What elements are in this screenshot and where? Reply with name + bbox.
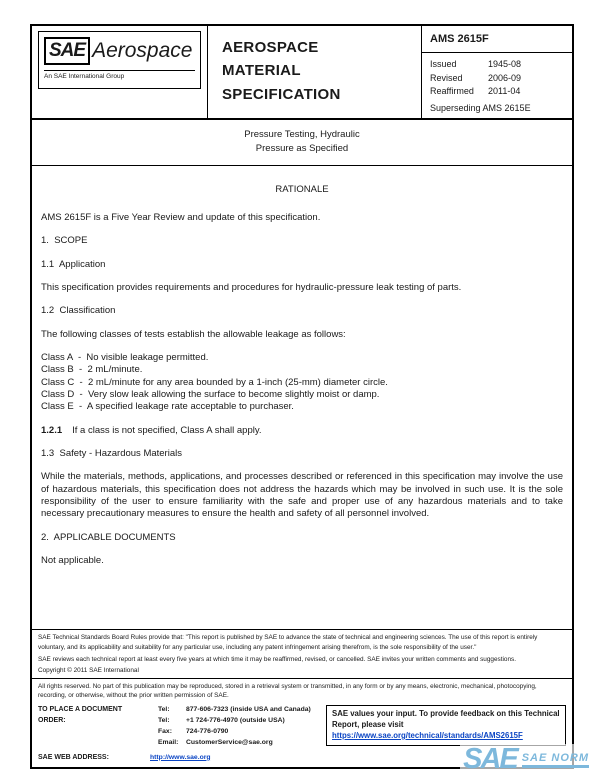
section-2-text: Not applicable. bbox=[41, 555, 104, 567]
class-item-a: Class A - No visible leakage permitted. bbox=[41, 351, 209, 363]
subject-title bbox=[32, 120, 572, 166]
order-section bbox=[38, 705, 566, 749]
revision-label: Reaffirmed bbox=[430, 86, 474, 96]
revision-label: Revised bbox=[430, 72, 463, 83]
subject-line-1: Pressure Testing, Hydraulic bbox=[244, 129, 360, 140]
contact-label: Email: bbox=[158, 738, 179, 746]
feedback-text: SAE values your input. To provide feedback on this Technical Report, please visit bbox=[332, 709, 560, 729]
doc-type-line-2: MATERIAL bbox=[222, 62, 301, 80]
watermark-label-block bbox=[522, 752, 589, 768]
section-1-3-heading: 1.3 Safety - Hazardous Materials bbox=[41, 448, 182, 459]
section-1-2-1-number: 1.2.1 bbox=[41, 424, 63, 436]
doc-type-title bbox=[208, 26, 422, 118]
copyright-line: Copyright © 2011 SAE International bbox=[38, 667, 139, 675]
superseding-note: Superseding AMS 2615E bbox=[430, 102, 531, 113]
doc-number: AMS 2615F bbox=[422, 26, 572, 53]
feedback-box bbox=[326, 705, 566, 746]
section-1-2-1-text: If a class is not specified, Class A shall apply. bbox=[72, 424, 262, 436]
web-address-link[interactable]: http://www.sae.org bbox=[150, 753, 211, 761]
class-item-b: Class B - 2 mL/minute. bbox=[41, 364, 143, 376]
legal-notice-board-rules: SAE Technical Standards Board Rules provide that: "This report is published by SAE to advance the state of technical and engineering sciences. The use of this report is entirely voluntary, and its applicability and suitability for any particular use, including any patent infringement arising therefrom, is the sole responsibility of the user." bbox=[38, 634, 538, 651]
contact-label: Tel: bbox=[158, 716, 170, 724]
doc-type-line-3: SPECIFICATION bbox=[222, 85, 341, 103]
class-item-e: Class E - A specified leakage rate acceptable to purchaser. bbox=[41, 401, 294, 413]
aerospace-wordmark: Aerospace bbox=[92, 39, 193, 62]
revision-row bbox=[430, 85, 564, 99]
doc-number-cell bbox=[422, 26, 572, 118]
watermark-sae-icon: SAE bbox=[463, 743, 517, 775]
section-1-2-text: The following classes of tests establish the allowable leakage as follows: bbox=[41, 328, 346, 340]
logo-row bbox=[44, 37, 195, 65]
section-1-2-1 bbox=[41, 425, 563, 437]
revision-value: 2006-09 bbox=[488, 72, 522, 83]
contact-value: 724-776-0790 bbox=[186, 727, 229, 735]
class-item-c: Class C - 2 mL/minute for any area bounded by a 1-inch (25-mm) diameter circle. bbox=[41, 376, 388, 388]
sae-norm-watermark bbox=[460, 744, 592, 775]
logo-cell bbox=[32, 26, 208, 118]
section-1-3-text: While the materials, methods, applications, and processes described or referenced in this specification may involve the use of hazardous materials, this specification does not address the hazards which may be involved in such use. It is the sole responsibility of the user to ensure familiarity with the safe and proper use of any hazardous materials and to take necessary precautionary measures to ensure the health and safety of all personnel involved. bbox=[41, 471, 566, 520]
section-2-heading: 2. APPLICABLE DOCUMENTS bbox=[41, 531, 176, 543]
sae-logo-mark: SAE bbox=[44, 37, 90, 65]
class-item-d: Class D - Very slow leak allowing the surface to become slightly moist or damp. bbox=[41, 388, 380, 400]
section-1-2-heading: 1.2 Classification bbox=[41, 305, 116, 317]
header bbox=[32, 26, 572, 120]
contact-row-fax bbox=[158, 727, 318, 738]
revision-row bbox=[430, 72, 564, 86]
section-1-heading: 1. SCOPE bbox=[41, 235, 88, 247]
rationale-text: AMS 2615F is a Five Year Review and update of this specification. bbox=[41, 211, 321, 223]
contact-row-tel-intl bbox=[158, 716, 318, 727]
revision-row bbox=[430, 58, 564, 72]
contact-row-email bbox=[158, 738, 318, 749]
contact-label: Tel: bbox=[158, 706, 170, 713]
web-address-heading: SAE WEB ADDRESS: bbox=[38, 753, 109, 761]
feedback-link[interactable]: https://www.sae.org/technical/standards/AMS2615F bbox=[332, 730, 523, 740]
contact-value: +1 724-776-4970 (outside USA) bbox=[186, 716, 285, 724]
rationale-heading: RATIONALE bbox=[275, 183, 329, 195]
contact-value: 877-606-7323 (inside USA and Canada) bbox=[186, 706, 311, 713]
revision-value: 1945-08 bbox=[488, 59, 522, 69]
contact-row-tel-usa bbox=[158, 705, 318, 716]
footer-divider bbox=[32, 678, 572, 679]
revision-history bbox=[422, 53, 572, 103]
sae-aerospace-logo bbox=[38, 31, 201, 89]
contact-list bbox=[158, 705, 318, 749]
section-1-1-heading: 1.1 Application bbox=[41, 258, 106, 270]
section-1-1-text: This specification provides requirements and procedures for hydraulic-pressure leak testing of parts. bbox=[41, 281, 462, 293]
rights-notice: All rights reserved. No part of this publication may be reproduced, stored in a retrieval system or transmitted, in any form or by any means, electronic, mechanical, photocopying, recording, or otherwise, without the prior written permission of SAE. bbox=[38, 682, 537, 700]
revision-label: Issued bbox=[430, 59, 457, 69]
revision-value: 2011-04 bbox=[488, 86, 521, 96]
document-body bbox=[32, 166, 572, 630]
logo-tagline: An SAE International Group bbox=[44, 70, 195, 80]
contact-value: CustomerService@sae.org bbox=[186, 738, 273, 746]
document-frame bbox=[30, 24, 574, 769]
watermark-label: SAE NORM bbox=[521, 751, 589, 764]
watermark-underline bbox=[522, 765, 589, 768]
legal-notice-review: SAE reviews each technical report at least every five years at which time it may be reaffirmed, revised, or cancelled. SAE invites your written comments and suggestions. bbox=[38, 655, 516, 663]
order-heading: TO PLACE A DOCUMENT ORDER: bbox=[38, 706, 123, 724]
subject-line-2: Pressure as Specified bbox=[255, 142, 349, 154]
contact-label: Fax: bbox=[158, 727, 172, 735]
class-list bbox=[41, 352, 563, 414]
doc-type-line-1: AEROSPACE bbox=[222, 39, 319, 56]
